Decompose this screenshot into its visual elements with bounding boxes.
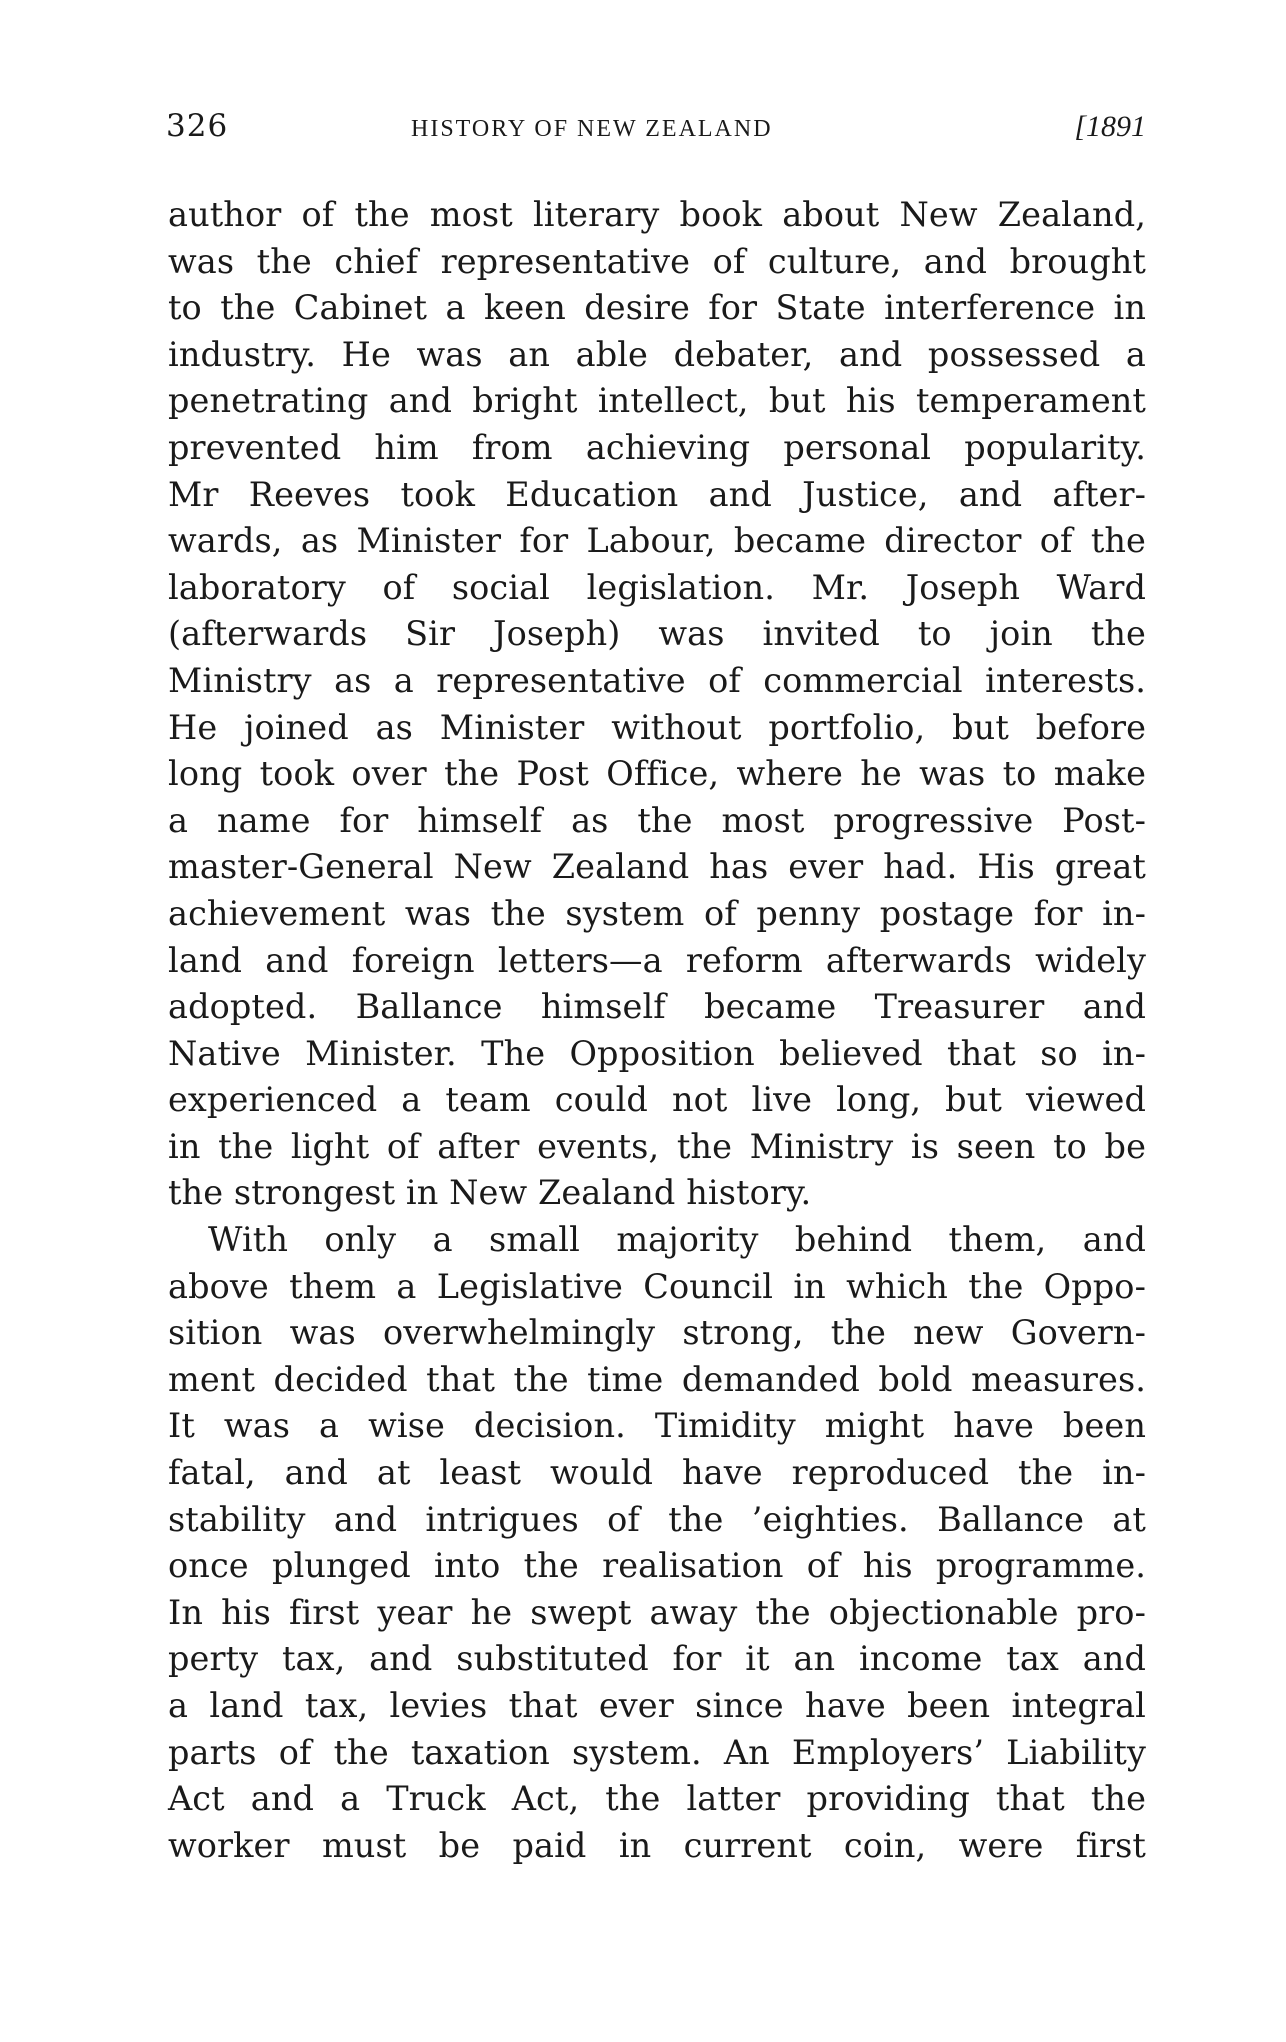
text-line: fatal, and at least would have reproduced the in- [168,1453,1146,1493]
text-line: With only a small majority behind them, and [208,1220,1146,1260]
page-number: 326 [166,108,229,144]
text-line: a name for himself as the most progressive Post- [168,800,1146,840]
text-line: achievement was the system of penny postage for in- [168,893,1146,933]
text-line: the strongest in New Zealand history. [168,1173,812,1213]
text-line: He joined as Minister without portfolio, but before [168,707,1146,747]
text-line: prevented him from achieving personal popularity. [168,427,1146,467]
text-line: in the light of after events, the Ministry is seen to be [168,1126,1146,1166]
text-line: Ministry as a representative of commercial interests. [168,660,1146,700]
text-line: long took over the Post Office, where he was to make [168,754,1146,794]
text-line: Native Minister. The Opposition believed that so in- [168,1033,1146,1073]
text-line: Act and a Truck Act, the latter providing that the [168,1779,1146,1819]
text-line: wards, as Minister for Labour, became director of the [168,521,1146,561]
text-line: It was a wise decision. Timidity might have been [168,1406,1146,1446]
text-line: author of the most literary book about New Zealand, [168,195,1146,234]
running-year: [1891 [1074,110,1146,143]
running-title: HISTORY OF NEW ZEALAND [411,116,773,142]
paragraph-1 [168,192,1146,1217]
text-line: was the chief representative of culture, and brought [168,241,1146,281]
text-line: worker must be paid in current coin, were first [168,1825,1146,1865]
text-line: adopted. Ballance himself became Treasurer and [168,987,1146,1027]
text-line: perty tax, and substituted for it an income tax and [168,1639,1146,1679]
text-line: land and foreign letters—a reform afterwards widely [168,940,1146,980]
text-line: experienced a team could not live long, but viewed [168,1080,1146,1120]
text-line: (afterwards Sir Joseph) was invited to join the [168,614,1146,654]
text-line: a land tax, levies that ever since have been integral [168,1686,1146,1725]
text-line: ment decided that the time demanded bold measures. [168,1359,1146,1399]
text-line: Mr Reeves took Education and Justice, and after- [168,474,1146,514]
text-line: parts of the taxation system. An Employers’ Liability [168,1732,1146,1772]
text-line: once plunged into the realisation of his programme. [168,1546,1146,1586]
body-text [168,192,1146,1869]
text-line: master-General New Zealand has ever had. His great [168,847,1146,887]
text-line: above them a Legislative Council in which the Oppo- [168,1266,1146,1306]
text-line: to the Cabinet a keen desire for State interference in [168,288,1146,328]
text-line: penetrating and bright intellect, but his temperament [168,381,1146,421]
text-line: In his first year he swept away the objectionable pro- [168,1592,1146,1632]
text-line: laboratory of social legislation. Mr. Joseph Ward [168,567,1146,607]
running-head [166,108,1146,156]
paragraph-2 [168,1217,1146,1869]
text-line: industry. He was an able debater, and possessed a [168,334,1146,374]
text-line: stability and intrigues of the ’eighties. Ballance at [168,1499,1146,1539]
text-line: sition was overwhelmingly strong, the new Govern- [168,1313,1146,1353]
